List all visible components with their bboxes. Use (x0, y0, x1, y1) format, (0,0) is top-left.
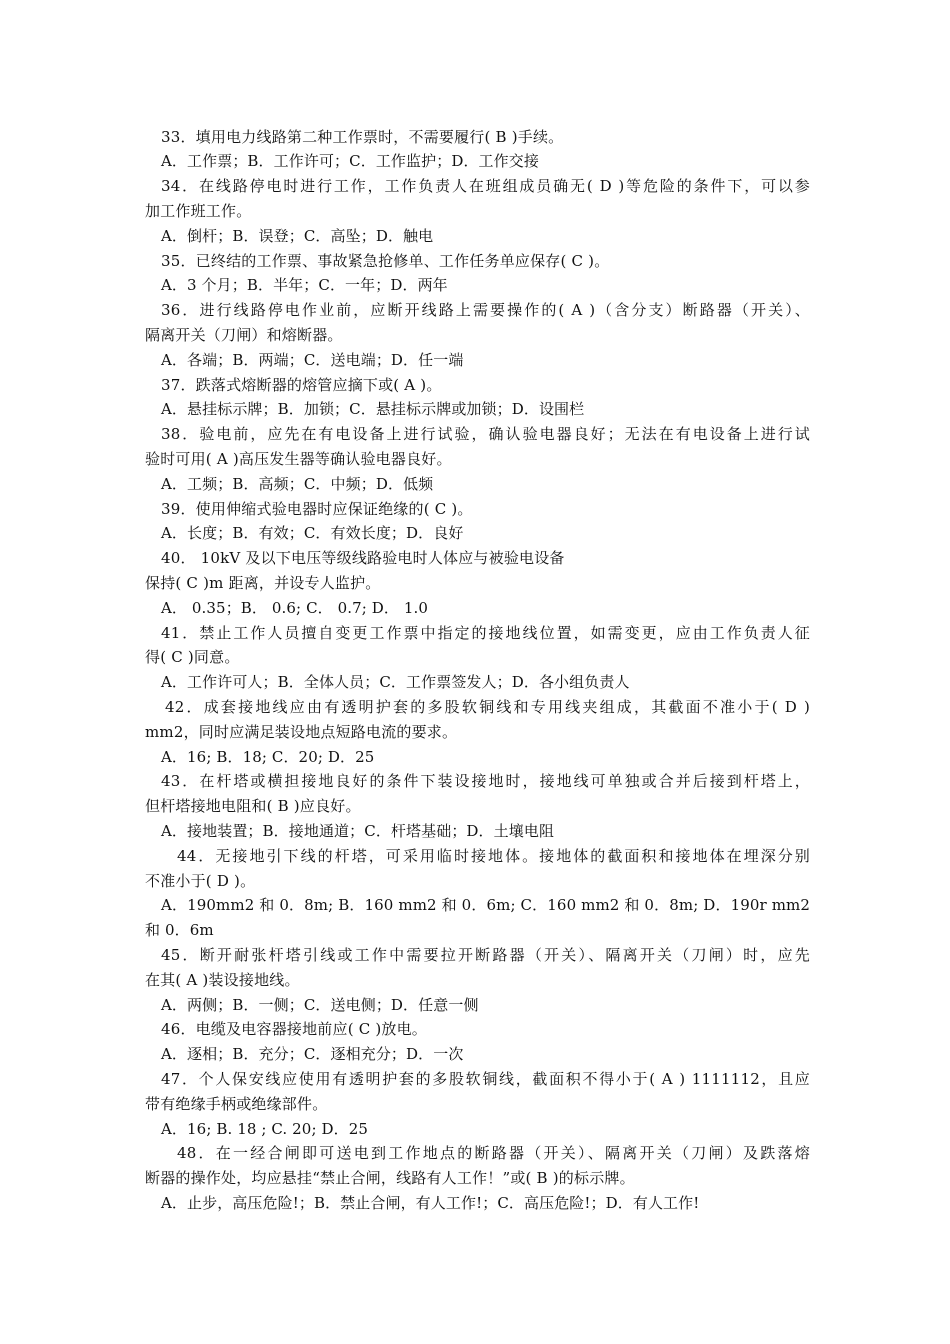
question-42-line-2: mm2，同时应满足装设地点短路电流的要求。 (145, 723, 458, 741)
question-44-line-1: 44．无接地引下线的杆塔，可采用临时接地体。接地体的截面积和接地体在埋深分别 (177, 847, 810, 865)
question-40-options: A． 0.35；B． 0.6; C． 0.7; D． 1.0 (161, 599, 429, 617)
question-45-options: A．两侧；B．一侧；C．送电侧；D．任意一侧 (161, 996, 479, 1014)
question-46-options: A．逐相；B．充分；C．逐相充分；D．一次 (161, 1045, 464, 1063)
question-33: 33．填用电力线路第二种工作票时，不需要履行( B )手续。 (161, 128, 564, 146)
question-36-options: A．各端；B．两端；C．送电端；D．任一端 (161, 351, 464, 369)
question-44-line-2: 不准小于( D )。 (145, 872, 256, 890)
question-40-line-2: 保持( C )m 距离，并设专人监护。 (145, 574, 381, 592)
question-48-line-1: 48．在一经合闸即可送电到工作地点的断路器（开关）、隔离开关（刀闸）及跌落熔 (177, 1144, 810, 1162)
question-34-line-1: 34．在线路停电时进行工作，工作负责人在班组成员确无( D )等危险的条件下，可以参 (161, 177, 810, 195)
question-37: 37．跌落式熔断器的熔管应摘下或( A )。 (161, 376, 442, 394)
question-42-options: A．16; B．18; C．20; D．25 (161, 748, 375, 766)
question-43-line-2: 但杆塔接地电阻和( B )应良好。 (145, 797, 361, 815)
question-38-options: A．工频；B．高频；C．中频；D．低频 (161, 475, 434, 493)
question-47-line-2: 带有绝缘手柄或绝缘部件。 (145, 1095, 328, 1113)
question-42-line-1: 42．成套接地线应由有透明护套的多股软铜线和专用线夹组成，其截面不准小于( D ) (165, 698, 810, 716)
question-34-line-2: 加工作班工作。 (145, 202, 252, 220)
question-45-line-2: 在其( A )装设接地线。 (145, 971, 300, 989)
question-37-options: A．悬挂标示牌；B．加锁；C．悬挂标示牌或加锁；D．设围栏 (161, 400, 585, 418)
question-43-options: A．接地装置；B．接地通道；C．杆塔基础；D．土壤电阻 (161, 822, 555, 840)
question-45-line-1: 45．断开耐张杆塔引线或工作中需要拉开断路器（开关）、隔离开关（刀闸）时，应先 (161, 946, 810, 964)
question-46: 46．电缆及电容器接地前应( C )放电。 (161, 1020, 428, 1038)
question-33-options: A．工作票；B．工作许可；C．工作监护；D．工作交接 (161, 152, 539, 170)
question-47-options: A．16; B. 18 ; C. 20; D．25 (161, 1120, 368, 1138)
question-41-options: A．工作许可人；B．全体人员；C．工作票签发人；D．各小组负责人 (161, 673, 630, 691)
question-35: 35．已终结的工作票、事故紧急抢修单、工作任务单应保存( C )。 (161, 252, 610, 270)
question-38-line-2: 验时可用( A )高压发生器等确认验电器良好。 (145, 450, 452, 468)
question-41-line-1: 41．禁止工作人员擅自变更工作票中指定的接地线位置，如需变更，应由工作负责人征 (161, 624, 810, 642)
question-40-line-1: 40． 10kV 及以下电压等级线路验电时人体应与被验电设备 (161, 549, 565, 567)
question-41-line-2: 得( C )同意。 (145, 648, 240, 666)
question-43-line-1: 43．在杆塔或横担接地良好的条件下装设接地时，接地线可单独或合并后接到杆塔上， (161, 772, 810, 790)
question-48-options: A．止步，高压危险!；B．禁止合闸，有人工作!；C．高压危险!；D．有人工作! (161, 1194, 700, 1212)
question-34-options: A．倒杆；B．误登；C．高坠；D．触电 (161, 227, 434, 245)
question-35-options: A．3 个月；B．半年；C．一年；D．两年 (161, 276, 448, 294)
question-38-line-1: 38．验电前，应先在有电设备上进行试验，确认验电器良好；无法在有电设备上进行试 (161, 425, 810, 443)
question-44-options-line-1: A．190mm2 和 0．8m; B．160 mm2 和 0．6m; C．160 mm2 和 0．8m; D．190r mm2 (161, 896, 810, 914)
question-36-line-1: 36．进行线路停电作业前，应断开线路上需要操作的( A )（含分支）断路器（开关）、 (161, 301, 810, 319)
question-47-line-1: 47．个人保安线应使用有透明护套的多股软铜线，截面积不得小于( A ) 1111112，且应 (161, 1070, 810, 1088)
question-39: 39．使用伸缩式验电器时应保证绝缘的( C )。 (161, 500, 473, 518)
question-39-options: A．长度；B．有效；C．有效长度；D．良好 (161, 524, 464, 542)
question-48-line-2: 断器的操作处，均应悬挂“禁止合闸，线路有人工作！”或( B )的标示牌。 (145, 1169, 635, 1187)
question-44-options-line-2: 和 0．6m (145, 921, 214, 939)
question-36-line-2: 隔离开关（刀闸）和熔断器。 (145, 326, 343, 344)
